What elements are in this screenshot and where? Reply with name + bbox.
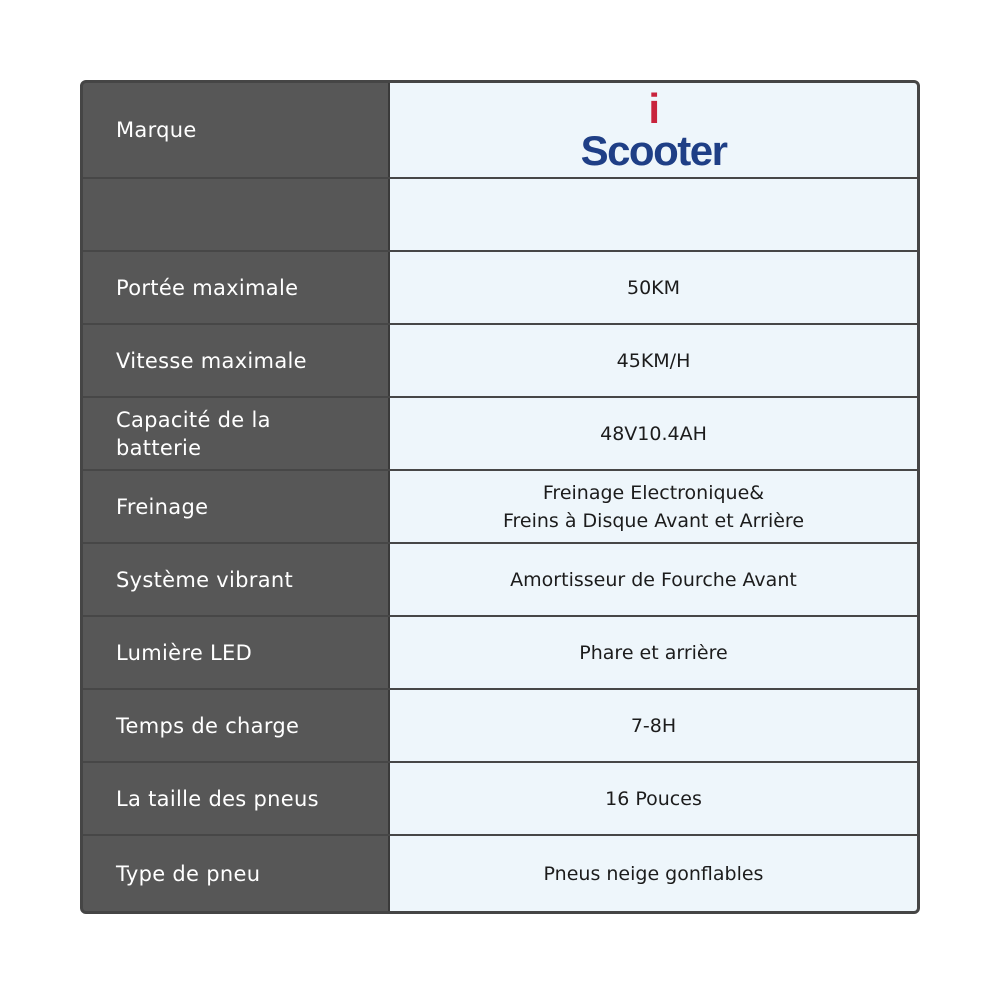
row-label: Freinage <box>83 471 390 542</box>
row-label: Lumière LED <box>83 617 390 688</box>
table-row-blank <box>83 179 917 250</box>
row-label: Vitesse maximale <box>83 325 390 396</box>
row-value <box>390 83 917 177</box>
row-label: Marque <box>83 83 390 177</box>
row-value: 7-8H <box>390 690 917 761</box>
table-row-brand <box>83 83 917 177</box>
row-value <box>390 471 917 542</box>
table-row <box>83 836 917 911</box>
value-line: Freinage Electronique& <box>542 481 765 504</box>
row-label: Type de pneu <box>83 836 390 911</box>
table-row <box>83 617 917 688</box>
iscooter-logo <box>580 85 727 174</box>
row-label: Portée maximale <box>83 252 390 323</box>
table-row <box>83 398 917 469</box>
row-value: Phare et arrière <box>390 617 917 688</box>
row-value: Amortisseur de Fourche Avant <box>390 544 917 615</box>
row-label: Système vibrant <box>83 544 390 615</box>
logo-text: Scooter <box>580 127 727 174</box>
table-row <box>83 325 917 396</box>
row-value: Pneus neige gonflables <box>390 836 917 911</box>
spec-table <box>80 80 920 914</box>
logo-prefix: i <box>648 85 659 132</box>
row-value: 16 Pouces <box>390 763 917 834</box>
row-value <box>390 179 917 250</box>
row-value: 45KM/H <box>390 325 917 396</box>
table-row <box>83 252 917 323</box>
row-value: 50KM <box>390 252 917 323</box>
value-line: Freins à Disque Avant et Arrière <box>502 509 805 532</box>
row-label: La taille des pneus <box>83 763 390 834</box>
row-value: 48V10.4AH <box>390 398 917 469</box>
table-row <box>83 544 917 615</box>
row-label: Capacité de la batterie <box>83 398 390 469</box>
row-label: Temps de charge <box>83 690 390 761</box>
row-label <box>83 179 390 250</box>
table-row <box>83 690 917 761</box>
table-row <box>83 763 917 834</box>
table-row <box>83 471 917 542</box>
